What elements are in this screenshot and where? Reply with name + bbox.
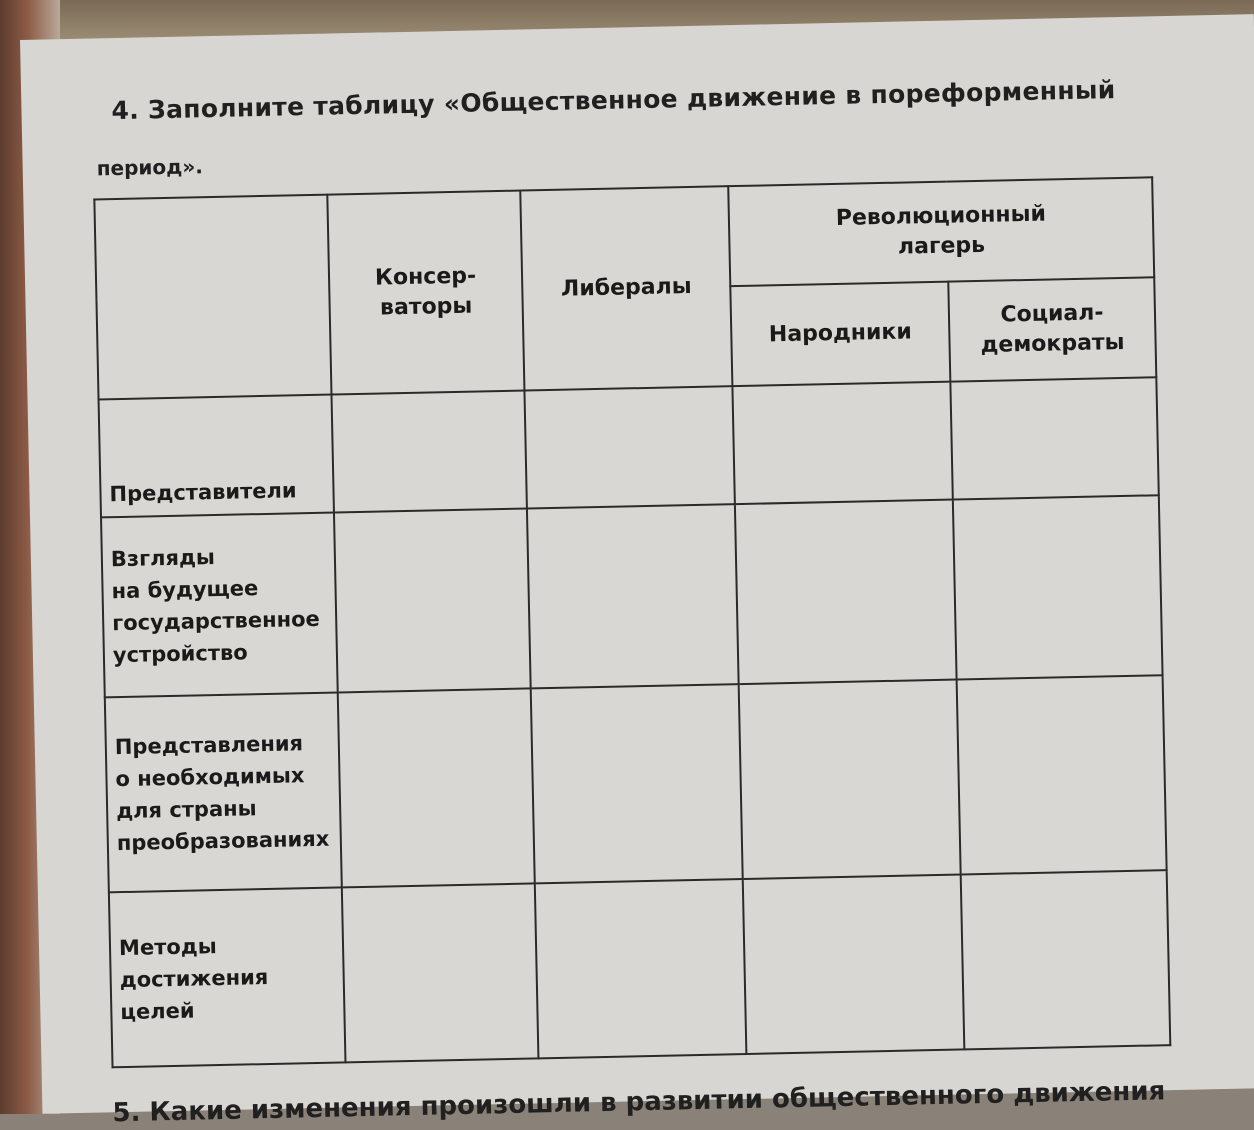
cell-liberals-state-views[interactable] bbox=[527, 504, 739, 688]
cell-conservatives-reforms[interactable] bbox=[338, 688, 535, 887]
cell-narodniki-representatives[interactable] bbox=[732, 382, 952, 505]
cell-narodniki-methods[interactable] bbox=[743, 874, 965, 1054]
cell-social-democrats-state-views[interactable] bbox=[953, 495, 1163, 679]
row-label-reforms: Представления о необходимых для страны преобразованиях bbox=[105, 692, 342, 892]
header-conservatives: Консер- ваторы bbox=[327, 191, 524, 395]
cell-conservatives-state-views[interactable] bbox=[334, 508, 531, 692]
cell-social-democrats-representatives[interactable] bbox=[950, 377, 1158, 499]
task-4-title-continuation: период». bbox=[96, 154, 204, 181]
cell-liberals-reforms[interactable] bbox=[531, 684, 743, 883]
cell-social-democrats-methods[interactable] bbox=[961, 870, 1171, 1049]
table-row bbox=[109, 870, 1170, 1067]
table-corner-cell[interactable] bbox=[94, 195, 331, 400]
cell-conservatives-representatives[interactable] bbox=[331, 391, 526, 513]
header-liberals: Либералы bbox=[520, 186, 732, 390]
row-label-state-views: Взгляды на будущее государственное устройство bbox=[101, 513, 338, 698]
task-5-question: 5. Какие изменения произошли в развитии общественного движения bbox=[112, 1076, 1166, 1129]
table-row bbox=[105, 675, 1167, 892]
table-row bbox=[101, 495, 1163, 697]
cell-narodniki-state-views[interactable] bbox=[735, 500, 957, 685]
header-social-democrats: Социал- демократы bbox=[948, 277, 1156, 381]
cell-conservatives-methods[interactable] bbox=[342, 883, 539, 1062]
header-narodniki: Народники bbox=[730, 282, 950, 387]
cell-social-democrats-reforms[interactable] bbox=[957, 675, 1167, 874]
cell-liberals-representatives[interactable] bbox=[524, 386, 734, 508]
textbook-page bbox=[20, 14, 1254, 1129]
cell-narodniki-reforms[interactable] bbox=[739, 680, 961, 880]
social-movement-table bbox=[93, 176, 1171, 1068]
cell-liberals-methods[interactable] bbox=[535, 879, 747, 1058]
header-revolutionary-camp: Революционный лагерь bbox=[728, 177, 1154, 286]
task-4-title: 4. Заполните таблицу «Общественное движение в пореформенный bbox=[111, 75, 1116, 126]
table-row bbox=[99, 377, 1159, 517]
row-label-methods: Методы достижения целей bbox=[109, 887, 346, 1067]
row-label-representatives: Представители bbox=[99, 395, 334, 518]
